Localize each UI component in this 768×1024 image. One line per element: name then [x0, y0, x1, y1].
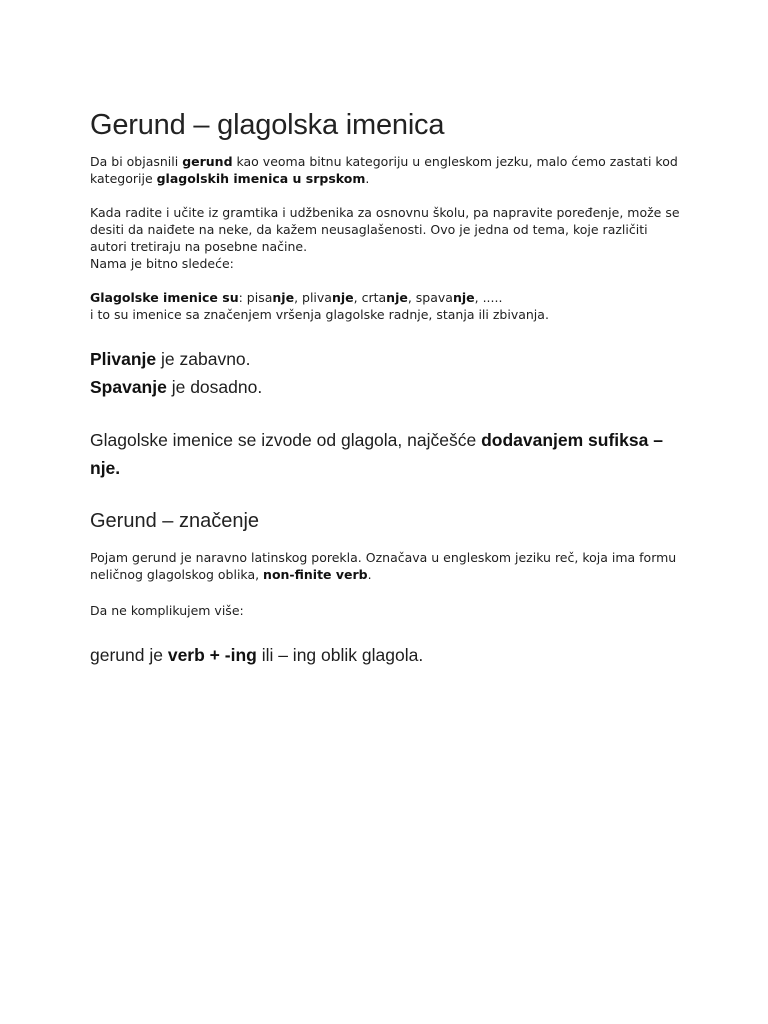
examples-line: [90, 289, 680, 306]
formula-line: [90, 641, 680, 669]
formula-bold: verb + -ing: [167, 645, 257, 665]
sentence-2-bold: Spavanje: [90, 377, 167, 397]
examples-label: Glagolske imenice su: [90, 290, 239, 305]
example-word-2-stem: pliva: [302, 290, 332, 305]
sentence-1-rest: je zabavno.: [156, 349, 251, 369]
intro-bold-gerund: gerund: [182, 154, 233, 169]
document-body: [90, 106, 680, 669]
examples-definition: i to su imenice sa značenjem vršenja glagolske radnje, stanja ili zbivanja.: [90, 307, 549, 322]
examples-colon: :: [238, 290, 247, 305]
sentence-plivanje: [90, 345, 680, 373]
examples-sep-3: ,: [407, 290, 416, 305]
intro-paragraph: [90, 153, 680, 187]
example-word-1-stem: pisa: [246, 290, 273, 305]
note-line: Nama je bitno sledeće:: [90, 256, 234, 271]
example-word-1-suffix: nje: [272, 290, 295, 305]
intro-text-2: kao veoma bitnu kategoriju u engleskom jezku, malo ćemo zastati kod kategorije: [90, 154, 678, 186]
derivation-text: Glagolske imenice se izvode od glagola, najčešće: [90, 430, 482, 450]
comparison-text: Kada radite i učite iz gramtika i udžbenika za osnovnu školu, pa napravite poređenje, može se desiti da naiđete na neke, da kažem neusaglašenosti. Ovo je jedna od tema, koje različiti autori tretiraju na posebne načine.: [90, 205, 680, 254]
example-word-3-suffix: nje: [386, 290, 408, 305]
simplify-line: Da ne komplikujem više:: [90, 603, 244, 618]
formula-text-1: gerund je: [90, 645, 168, 665]
sentence-2-rest: je dosadno.: [166, 377, 263, 397]
meaning-bold: non-finite verb: [263, 567, 368, 582]
meaning-text-2: .: [367, 567, 372, 582]
meaning-paragraph: [90, 549, 680, 583]
formula-text-2: ili – ing oblik glagola.: [256, 645, 424, 665]
examples-sep-2: ,: [353, 290, 362, 305]
intro-text-3: .: [365, 171, 370, 186]
derivation-bold: dodavanjem sufiksa – nje.: [90, 430, 663, 478]
sentence-1-bold: Plivanje: [90, 349, 157, 369]
document-title: Gerund – glagolska imenica: [90, 109, 445, 141]
sentence-spavanje: [90, 373, 680, 401]
intro-bold-imenice: glagolskih imenica u srpskom: [156, 171, 366, 186]
example-word-3-stem: crta: [361, 290, 387, 305]
example-word-4-stem: spava: [415, 290, 453, 305]
examples-sep-1: ,: [294, 290, 303, 305]
comparison-paragraph: [90, 204, 680, 255]
meaning-text-1: Pojam gerund je naravno latinskog porekla. Označava u engleskom jeziku reč, koja ima formu neličnog glagolskog oblika,: [90, 550, 677, 582]
example-word-4-suffix: nje: [452, 290, 475, 305]
derivation-paragraph: [90, 426, 680, 482]
section-title-meaning: Gerund – značenje: [90, 510, 260, 532]
intro-text-1: Da bi objasnili: [90, 154, 183, 169]
examples-ellipsis: , .....: [474, 290, 503, 305]
example-word-2-suffix: nje: [331, 290, 354, 305]
